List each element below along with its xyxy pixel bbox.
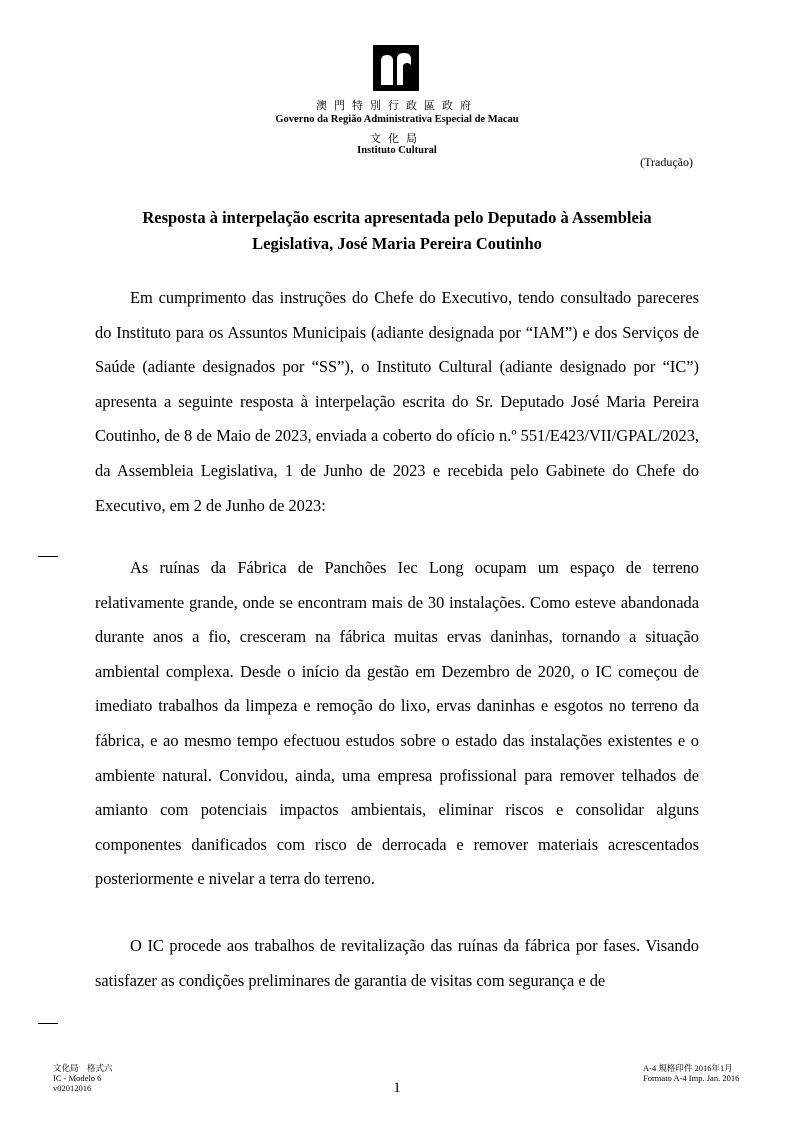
- footer-right-line-2: Formato A-4 Imp. Jan. 2016: [643, 1073, 740, 1083]
- title-line-2: Legislativa, José Maria Pereira Coutinho: [252, 234, 542, 253]
- department-chinese-name: 文化局: [370, 133, 424, 145]
- footer-right-line-1: A-4 規格印件 2016年1月: [643, 1063, 733, 1073]
- title-line-1: Resposta à interpelação escrita apresentada pelo Deputado à Assembleia: [142, 208, 652, 227]
- paragraph-3: O IC procede aos trabalhos de revitalização das ruínas da fábrica por fases. Visando satisfazer as condições preliminares de garantia de visitas com segurança e de: [95, 936, 699, 990]
- government-portuguese-name: Governo da Região Administrativa Especial de Macau: [275, 114, 519, 125]
- footer-left-line-2: IC - Modelo 6: [53, 1073, 102, 1083]
- government-chinese-name: 澳門特別行政區政府: [316, 100, 478, 112]
- margin-mark-bottom: [38, 1023, 58, 1024]
- document-title: [96, 205, 698, 257]
- footer-left-line-3: v02012016: [53, 1083, 92, 1093]
- margin-mark-top: [38, 556, 58, 557]
- ic-logo-icon: [373, 45, 419, 91]
- paragraph-2: As ruínas da Fábrica de Panchões Iec Long ocupam um espaço de terreno relativamente grande, onde se encontram mais de 30 instalações. Como esteve abandonada durante anos a fio, cresceram na fábrica muitas ervas daninhas, tornando a situação ambiental complexa. Desde o início da gestão em Dezembro de 2020, o IC começou de imediato trabalhos da limpeza e remoção do lixo, ervas daninhas e esgotos no terreno da fábrica, e ao mesmo tempo efectuou estudos sobre o estado das instalações existentes e o ambiente natural. Convidou, ainda, uma empresa profissional para remover telhados de amianto com potenciais impactos ambientais, eliminar riscos e consolidar alguns componentes danificados com risco de derrocada e remover materiais acrescentados posteriormente e nivelar a terra do terreno.: [95, 558, 699, 889]
- paragraph-1: Em cumprimento das instruções do Chefe do Executivo, tendo consultado pareceres do Instituto para os Assuntos Municipais (adiante designada por “IAM”) e dos Serviços de Saúde (adiante designados por “SS”), o Instituto Cultural (adiante designado por “IC”) apresenta a seguinte resposta à interpelação escrita do Sr. Deputado José Maria Pereira Coutinho, de 8 de Maio de 2023, enviada a coberto do ofício n.º 551/E423/VII/GPAL/2023, da Assembleia Legislativa, 1 de Junho de 2023 e recebida pelo Gabinete do Chefe do Executivo, em 2 de Junho de 2023:: [95, 288, 699, 515]
- translation-note: (Tradução): [640, 155, 693, 169]
- page-number: 1: [393, 1080, 401, 1096]
- footer-left-line-1: 文化局 格式六: [53, 1063, 113, 1073]
- department-portuguese-name: Instituto Cultural: [357, 145, 437, 156]
